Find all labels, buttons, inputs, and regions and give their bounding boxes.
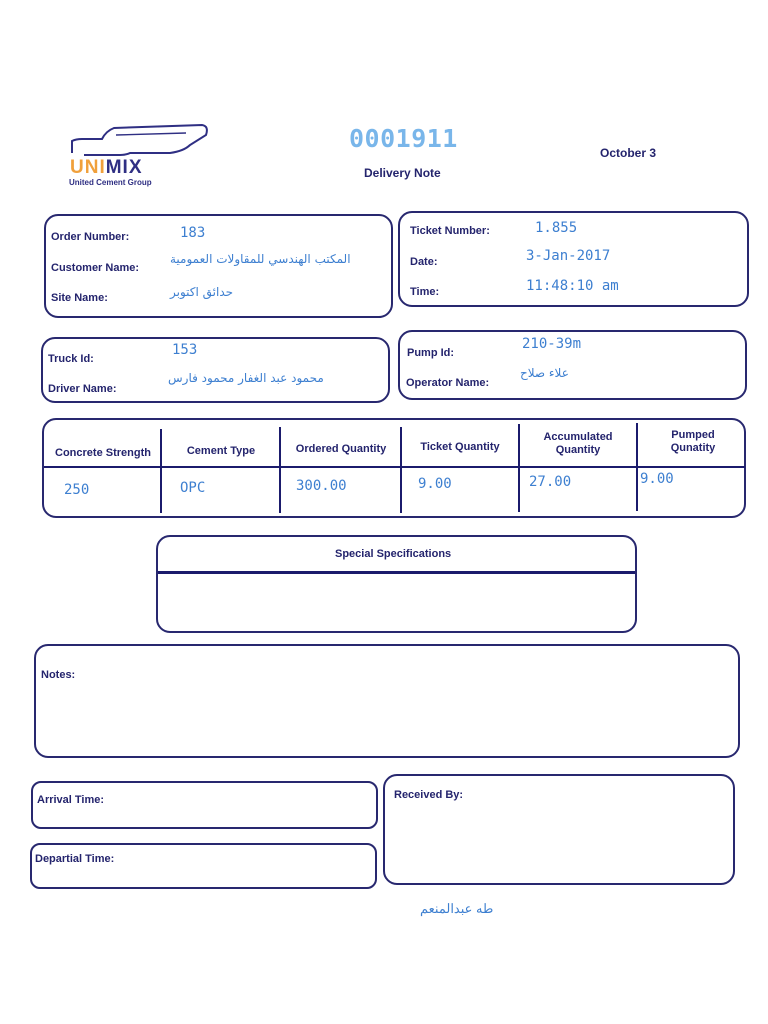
received-by-label: Received By:: [394, 789, 464, 801]
special-specifications-divider: [158, 571, 635, 574]
table-col-divider-3: [400, 427, 402, 513]
document-title: Delivery Note: [364, 166, 441, 180]
header-accumulated-quantity: Accumulated Quantity: [543, 431, 613, 456]
value-concrete-strength: 250: [64, 482, 90, 498]
departure-time-label: Departial Time:: [35, 853, 115, 865]
date-label: Date:: [410, 256, 438, 268]
table-col-divider-4: [518, 424, 520, 512]
value-cement-type: OPC: [180, 480, 206, 496]
value-ticket-quantity: 9.00: [418, 476, 452, 492]
time-label: Time:: [410, 286, 440, 298]
operator-name-label: Operator Name:: [406, 377, 490, 389]
concrete-table: [42, 418, 746, 518]
table-col-divider-1: [160, 429, 162, 513]
order-number-label: Order Number:: [51, 231, 130, 243]
pump-id-label: Pump Id:: [407, 347, 455, 359]
notes-label: Notes:: [41, 669, 76, 681]
brand-part2: MIX: [105, 157, 143, 178]
date-value: 3-Jan-2017: [526, 248, 611, 264]
value-ordered-quantity: 300.00: [296, 478, 347, 494]
notes-box: [34, 644, 740, 758]
header-cement-type: Cement Type: [186, 445, 256, 457]
serial-number: 0001911: [349, 124, 458, 153]
brand-logo: [70, 157, 143, 179]
header-date: October 3: [600, 146, 657, 160]
brand-part1: UNI: [70, 157, 106, 178]
driver-name-value: محمود عبد الغفار محمود فارس: [168, 371, 324, 385]
received-by-signature: طه عبدالمنعم: [420, 901, 494, 916]
value-pumped-quantity: 9.00: [640, 471, 674, 487]
arrival-time-label: Arrival Time:: [37, 794, 105, 806]
value-accumulated-quantity: 27.00: [529, 474, 572, 490]
table-header-divider: [44, 466, 745, 468]
header-ticket-quantity: Ticket Quantity: [420, 441, 500, 453]
ticket-number-value: 1.855: [535, 220, 578, 236]
table-col-divider-5: [636, 423, 638, 511]
pump-id-value: 210-39m: [522, 336, 582, 352]
operator-name-value: علاء صلاح: [520, 366, 569, 380]
ticket-number-label: Ticket Number:: [410, 225, 490, 237]
time-value: 11:48:10 am: [526, 278, 619, 294]
customer-name-value: المكتب الهندسي للمقاولات العمومية: [170, 252, 351, 266]
departure-time-box: [30, 843, 377, 889]
brand-tagline: United Cement Group: [69, 178, 152, 187]
customer-name-label: Customer Name:: [51, 262, 140, 274]
driver-name-label: Driver Name:: [48, 383, 117, 395]
site-name-value: حدائق اكتوبر: [170, 285, 234, 299]
special-specifications-title: Special Specifications: [335, 548, 452, 560]
header-concrete-strength: Concrete Strength: [55, 447, 151, 459]
header-ordered-quantity: Ordered Quantity: [295, 443, 387, 455]
truck-id-value: 153: [172, 342, 198, 358]
table-col-divider-2: [279, 427, 281, 513]
order-number-value: 183: [180, 225, 206, 241]
site-name-label: Site Name:: [51, 292, 108, 304]
truck-id-label: Truck Id:: [48, 353, 94, 365]
header-pumped-quantity: Pumped Qunatity: [670, 429, 716, 454]
